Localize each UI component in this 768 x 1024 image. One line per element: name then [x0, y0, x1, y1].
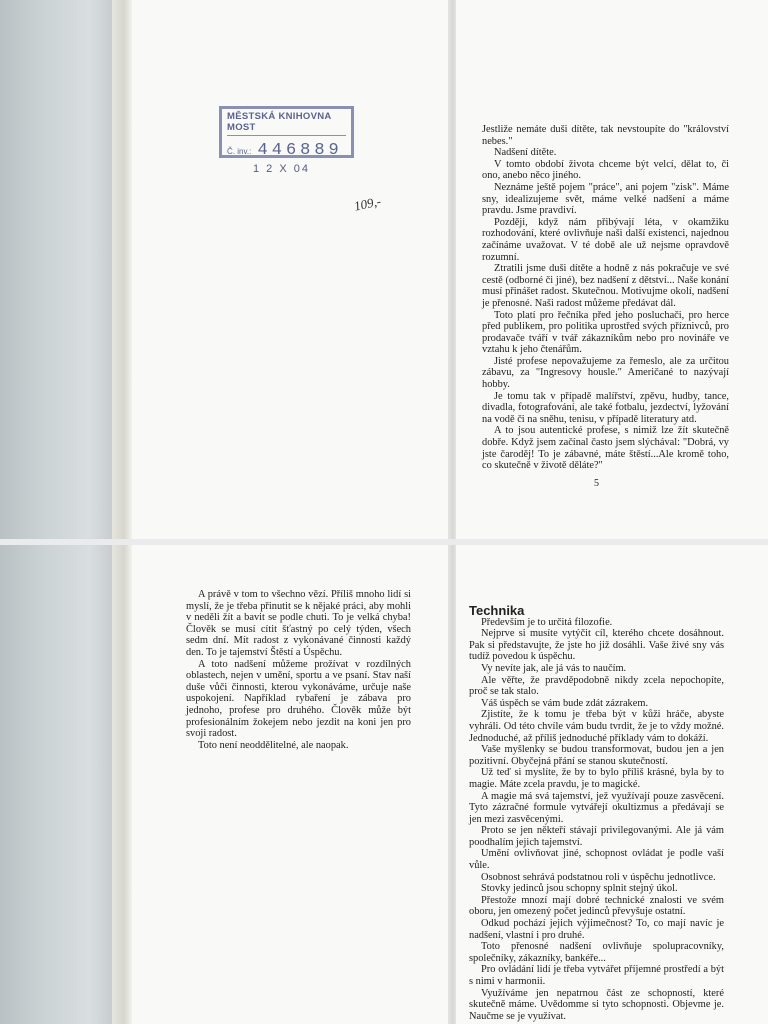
paragraph: Toto není neoddělitelné, ale naopak. — [198, 739, 349, 751]
paragraph: Jisté profese nepovažujeme za řemeslo, ale za určitou zábavu, za "Ingresovy housle." Američané to nazývají hobby. — [482, 355, 729, 391]
page-number: 5 — [594, 478, 599, 489]
paragraph: Stovky jedinců jsou schopny splnit stejný úkol. — [481, 883, 678, 895]
paragraph: Pro ovládání lidí je třeba vytvářet příjemné prostředí a být s nimi v harmonii. — [469, 964, 724, 987]
bottom-spread — [0, 545, 768, 1024]
inventory-row — [227, 141, 346, 160]
page-5-text — [482, 124, 729, 472]
paragraph: Využíváme jen nepatrnou část ze schopností, které skutečně máme. Uvědomme si tyto schopnosti. Objevme je. Naučme se je využívat. — [469, 987, 724, 1022]
paragraph: V tomto období života chceme být velcí, dělat to, či ono, anebo něco jiného. — [482, 158, 729, 182]
inventory-label: Č. inv.: — [227, 147, 252, 156]
paragraph: Jestliže nemáte duši dítěte, tak nevstoupíte do "království nebes." — [482, 124, 729, 147]
paragraph: Umění ovlivňovat jiné, schopnost ovládat je podle vaší vůle. — [469, 848, 724, 872]
paragraph: Odkud pochází jejich výjimečnost? To, co mají navíc je nadšení, vlastní i pro druhé. — [469, 918, 724, 941]
page-4-blank — [132, 0, 452, 539]
paragraph: Toto přenosné nadšení ovlivňuje spolupracovníky, společníky, zákazníky, bankéře... — [469, 941, 724, 964]
paragraph: Ztratili jsme duši dítěte a hodně z nás pokračuje ve své cestě (odborné či jiné), bez nadšení z dětství... Naše konání musí přinášet radost. Skutečnou. Motivujme okolí, nadšení je přenosné. Naši radost můžeme předávat dál. — [482, 263, 729, 309]
paragraph: Osobnost sehrává podstatnou roli v úspěchu jednotlivce. — [481, 871, 716, 883]
paragraph: A magie má svá tajemství, jež využívají pouze zasvěcení. Tyto zázračné formule vytvářejí okultizmus a předávají se jen mezi zasvěcenými. — [469, 790, 724, 825]
handwritten-price: 109,- — [352, 193, 383, 214]
paragraph: A toto nadšení můžeme prožívat v rozdílných oblastech, nejen v umění, sportu a ve psaní. Stav naší duše vůči činnosti, kterou vykonáváme, určuje naše uspokojení. Například rybaření je zábava pro jednoho, profese pro druhého. Člověk může být profesionálním žokejem nebo jezdit na koni jen pro svoji radost. — [186, 658, 411, 740]
book-edge — [0, 0, 112, 539]
paragraph: Přestože mnozí mají dobré technické znalosti ve svém oboru, jen omezený počet jedinců převyšuje ostatní. — [469, 894, 724, 918]
paragraph: Nadšení dítěte. — [494, 147, 557, 159]
paragraph: Vaše myšlenky se budou transformovat, budou jen a jen pozitivní. Obyčejná přání se stanou skutečností. — [469, 744, 724, 767]
paragraph: Váš úspěch se vám bude zdát zázrakem. — [481, 697, 649, 709]
page-6-text — [186, 589, 411, 751]
stamp-date: 1 2 X 04 — [253, 163, 310, 175]
library-name: MĚSTSKÁ KNIHOVNA MOST — [227, 111, 346, 136]
paragraph: A to jsou autentické profese, s nimiž lze žít skutečně dobře. Když jsem začínal často jsem slýchával: "Dobrá, vy jste čaroděj! To je zábavné, máte štěstí...Ale kromě toho, co skutečně v životě děláte?" — [482, 425, 729, 472]
paragraph: Ale věřte, že pravděpodobně nikdy zcela nepochopíte, proč se tak stalo. — [469, 674, 724, 698]
book-edge-pages — [112, 0, 132, 539]
paragraph: Už teď si myslíte, že by to bylo příliš krásné, byla by to magie. Máte zcela pravdu, je to magické. — [469, 767, 724, 790]
library-stamp — [219, 106, 354, 158]
paragraph: Neznáme ještě pojem "práce", ani pojem "zisk". Máme sny, idealizujeme svět, máme velké nadšení a máme pravdu. Jsme pravdiví. — [482, 181, 729, 217]
paragraph: A právě v tom to všechno vězí. Příliš mnoho lidí si myslí, že je třeba přinutit se k nějaké práci, aby mohli v neděli žít a bavit se podle chuti. To je velká chyba! Člověk se musí cítit šťastný po celý týden, všech sedm dní. Mít radost z vykonávané činnosti každý den. To je tajemství Štěstí a Úspěchu. — [186, 589, 411, 658]
paragraph: Především je to určitá filozofie. — [481, 616, 613, 628]
book-edge — [0, 545, 112, 1024]
paragraph: Proto se jen někteří stávají privilegovanými. Ale já vám poodhalím jejich tajemství. — [469, 825, 724, 848]
paragraph: Nejprve si musíte vytýčit cíl, kterého chcete dosáhnout. Pak si představujte, že jste ho již dosáhli. Vaše živé sny vás tudíž povedou k úspěchu. — [469, 628, 724, 663]
paragraph: Později, když nám přibývají léta, v okamžiku rozhodování, které ovlivňuje naši další existenci, najednou začínáme uvažovat. V té době ale už nejsme opravdově rozumní. — [482, 216, 729, 263]
page-7-text — [469, 605, 724, 1022]
paragraph: Zjistíte, že k tomu je třeba být v kůži hráče, abyste vyhráli. Od této chvíle vám budu tvrdit, že je to vždy možné. Jednoduché, až příliš jednoduché příklady vám to dokáží. — [469, 709, 724, 744]
paragraph: Toto platí pro řečníka před jeho posluchači, pro herce před publikem, pro politika uprostřed svých příznivců, pro prodavače tváří v tvář zákazníkům nebo pro novináře ve vztahu k jeho čtenářům. — [482, 309, 729, 356]
book-edge-pages — [112, 545, 132, 1024]
chapter-heading: Technika — [469, 603, 525, 618]
inventory-number: 446889 — [257, 141, 343, 160]
paragraph: Vy nevíte jak, ale já vás to naučím. — [481, 662, 627, 674]
paragraph: Je tomu tak v případě malířství, zpěvu, hudby, tance, divadla, fotografování, ale také fotbalu, jezdectví, lyžování na vodě či na sněhu, tenisu, v případě literatury atd. — [482, 390, 729, 425]
